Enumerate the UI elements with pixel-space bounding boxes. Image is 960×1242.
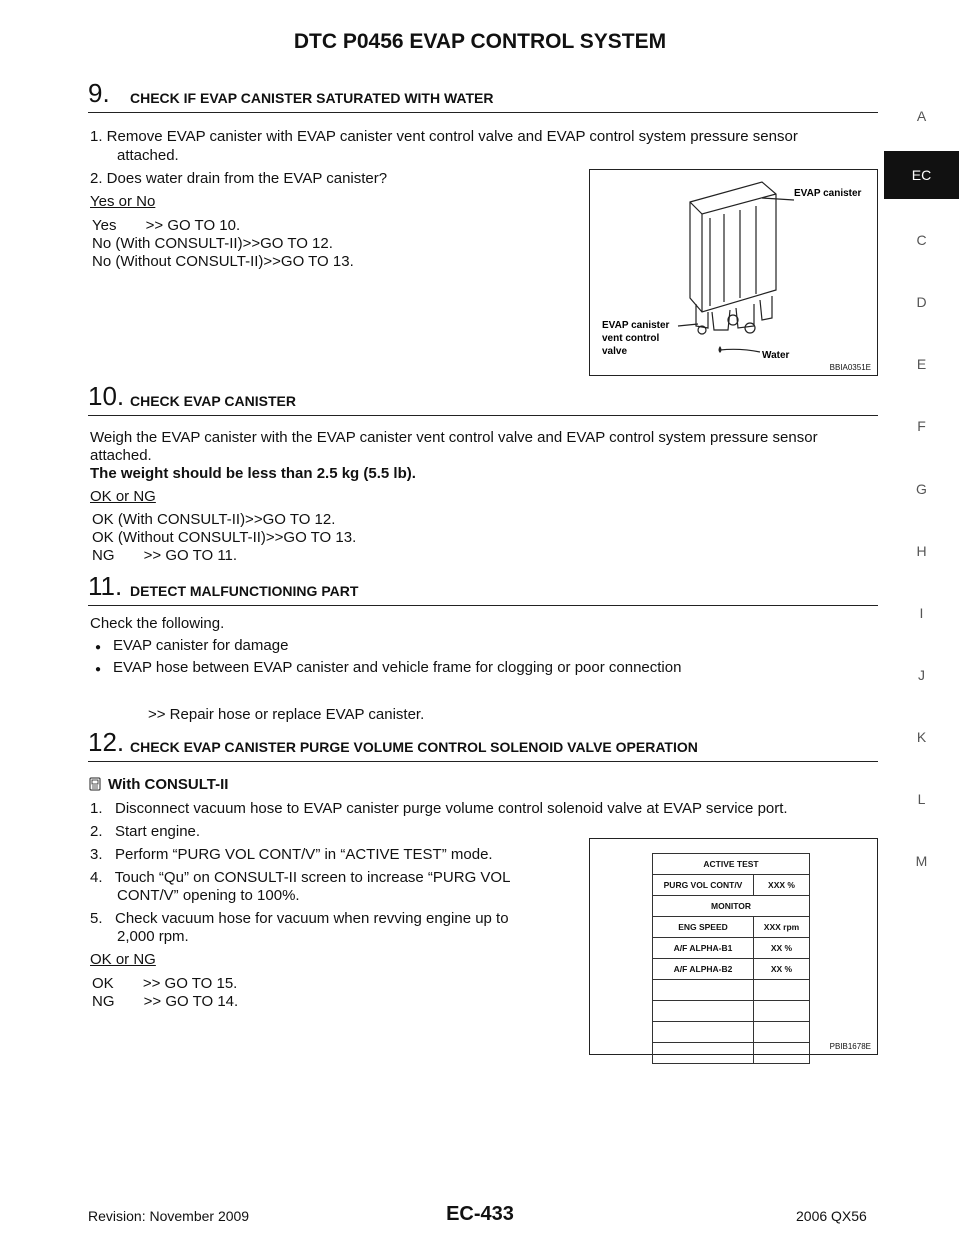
- step-9-item: 1. Remove EVAP canister with EVAP canister vent control valve and EVAP control system pressure sensor: [90, 128, 798, 145]
- label-vent-valve: EVAP canister vent control valve: [602, 320, 670, 357]
- table-cell: [653, 980, 754, 1001]
- side-tab-a[interactable]: A: [916, 108, 927, 124]
- table-row: [653, 1022, 810, 1043]
- side-tab-k[interactable]: K: [916, 729, 927, 745]
- result-line: No (With CONSULT-II)>>GO TO 12.: [92, 235, 333, 252]
- model-text: 2006 QX56: [796, 1208, 867, 1224]
- page-title: DTC P0456 EVAP CONTROL SYSTEM: [293, 30, 667, 53]
- step-12-item: 4. Touch “Qu” on CONSULT-II screen to increase “PURG VOL: [90, 869, 511, 886]
- table-cell: A/F ALPHA-B2: [653, 959, 754, 980]
- revision-text: Revision: November 2009: [88, 1208, 250, 1224]
- step-title: CHECK IF EVAP CANISTER SATURATED WITH WATER: [130, 90, 494, 106]
- result-line: OK (With CONSULT-II)>>GO TO 12.: [92, 511, 336, 528]
- consult-tool-icon: [88, 777, 102, 791]
- table-cell: MONITOR: [653, 896, 810, 917]
- table-cell: [653, 1043, 754, 1064]
- table-row: [653, 938, 810, 959]
- figure-code: PBIB1678E: [829, 1042, 871, 1051]
- bullet-icon: ●: [95, 642, 102, 653]
- side-tab-e[interactable]: E: [916, 356, 927, 372]
- table-cell: XXX %: [754, 875, 810, 896]
- table-cell: [754, 1043, 810, 1064]
- step-title: CHECK EVAP CANISTER PURGE VOLUME CONTROL SOLENOID VALVE OPERATION: [130, 739, 698, 755]
- side-tab-l[interactable]: L: [917, 791, 926, 807]
- step-12-item: 2. Start engine.: [90, 823, 201, 840]
- table-cell: ACTIVE TEST: [653, 854, 810, 875]
- table-row: [653, 959, 810, 980]
- table-cell: XXX rpm: [754, 917, 810, 938]
- side-tab-h[interactable]: H: [916, 543, 927, 559]
- step-12-item: 3. Perform “PURG VOL CONT/V” in “ACTIVE TEST” mode.: [90, 846, 493, 863]
- table-cell: A/F ALPHA-B1: [653, 938, 754, 959]
- table-row: [653, 896, 810, 917]
- table-row: [653, 875, 810, 896]
- table-cell: ENG SPEED: [653, 917, 754, 938]
- consult-mode-label: With CONSULT-II: [108, 776, 229, 793]
- result-line: >> Repair hose or replace EVAP canister.: [148, 706, 425, 723]
- bullet-item: [95, 636, 288, 657]
- evap-canister-figure: [589, 169, 878, 376]
- side-tab-f[interactable]: F: [917, 418, 926, 434]
- bullet-icon: ●: [95, 664, 102, 675]
- table-cell: [653, 1022, 754, 1043]
- step-9-item: attached.: [117, 147, 179, 164]
- table-cell: [754, 1001, 810, 1022]
- result-line: OK (Without CONSULT-II)>>GO TO 13.: [92, 529, 357, 546]
- active-test-table: [652, 853, 810, 1064]
- label-water: Water: [762, 350, 790, 361]
- step-title: DETECT MALFUNCTIONING PART: [130, 583, 359, 599]
- step-12-item: 2,000 rpm.: [117, 928, 189, 945]
- result-line: Yes >> GO TO 10.: [92, 217, 241, 234]
- side-tab-d[interactable]: D: [916, 294, 927, 310]
- table-row: [653, 1043, 810, 1064]
- table-cell: [653, 1001, 754, 1022]
- weight-spec: The weight should be less than 2.5 kg (5.5 lb).: [90, 465, 416, 482]
- decision-label: OK or NG: [90, 488, 156, 505]
- label-evap-canister: EVAP canister: [794, 188, 862, 199]
- table-row: [653, 1001, 810, 1022]
- side-tab-i[interactable]: I: [919, 605, 924, 621]
- step-10-paragraph: Weigh the EVAP canister with the EVAP canister vent control valve and EVAP control system pressure sensor: [90, 429, 818, 446]
- table-cell: [754, 1022, 810, 1043]
- result-line: NG >> GO TO 14.: [92, 993, 239, 1010]
- bullet-item: [95, 658, 681, 679]
- side-tab-j[interactable]: J: [918, 667, 925, 683]
- step-11-header: [88, 571, 878, 606]
- step-number: 12.: [88, 727, 125, 757]
- step-number: 10.: [88, 381, 125, 411]
- evap-canister-illustration: [590, 170, 877, 375]
- step-10-header: [88, 381, 878, 416]
- table-cell: XX %: [754, 959, 810, 980]
- page-number: EC-433: [446, 1203, 514, 1225]
- step-12-item: 5. Check vacuum hose for vacuum when revving engine up to: [90, 910, 509, 927]
- step-12-item: CONT/V” opening to 100%.: [117, 887, 300, 904]
- table-cell: PURG VOL CONT/V: [653, 875, 754, 896]
- step-12-item: 1. Disconnect vacuum hose to EVAP canister purge volume control solenoid valve at EVAP service port.: [90, 800, 788, 817]
- result-line: No (Without CONSULT-II)>>GO TO 13.: [92, 253, 354, 270]
- table-row: [653, 917, 810, 938]
- side-tab-ec[interactable]: EC: [884, 151, 959, 199]
- step-11-intro: Check the following.: [90, 615, 225, 632]
- bullet-text: EVAP hose between EVAP canister and vehicle frame for clogging or poor connection: [113, 659, 682, 676]
- step-10-paragraph: attached.: [90, 447, 152, 464]
- figure-code: BBIA0351E: [829, 363, 871, 372]
- decision-label: Yes or No: [90, 193, 156, 210]
- result-line: NG >> GO TO 11.: [92, 547, 238, 564]
- decision-label: OK or NG: [90, 951, 156, 968]
- step-9-item: 2. Does water drain from the EVAP canister?: [90, 170, 388, 187]
- consult-mode: [88, 775, 228, 794]
- step-number: 11.: [88, 571, 123, 601]
- table-cell: [754, 980, 810, 1001]
- step-9-header: [88, 78, 878, 113]
- step-title: CHECK EVAP CANISTER: [130, 393, 296, 409]
- side-tab-c[interactable]: C: [916, 232, 927, 248]
- active-test-figure: [589, 838, 878, 1055]
- result-line: OK >> GO TO 15.: [92, 975, 238, 992]
- step-number: 9.: [88, 78, 110, 108]
- side-tab-g[interactable]: G: [916, 481, 927, 497]
- side-tab-m[interactable]: M: [915, 853, 928, 869]
- bullet-text: EVAP canister for damage: [113, 637, 289, 654]
- table-row: [653, 854, 810, 875]
- table-cell: XX %: [754, 938, 810, 959]
- table-row: [653, 980, 810, 1001]
- step-12-header: [88, 727, 878, 762]
